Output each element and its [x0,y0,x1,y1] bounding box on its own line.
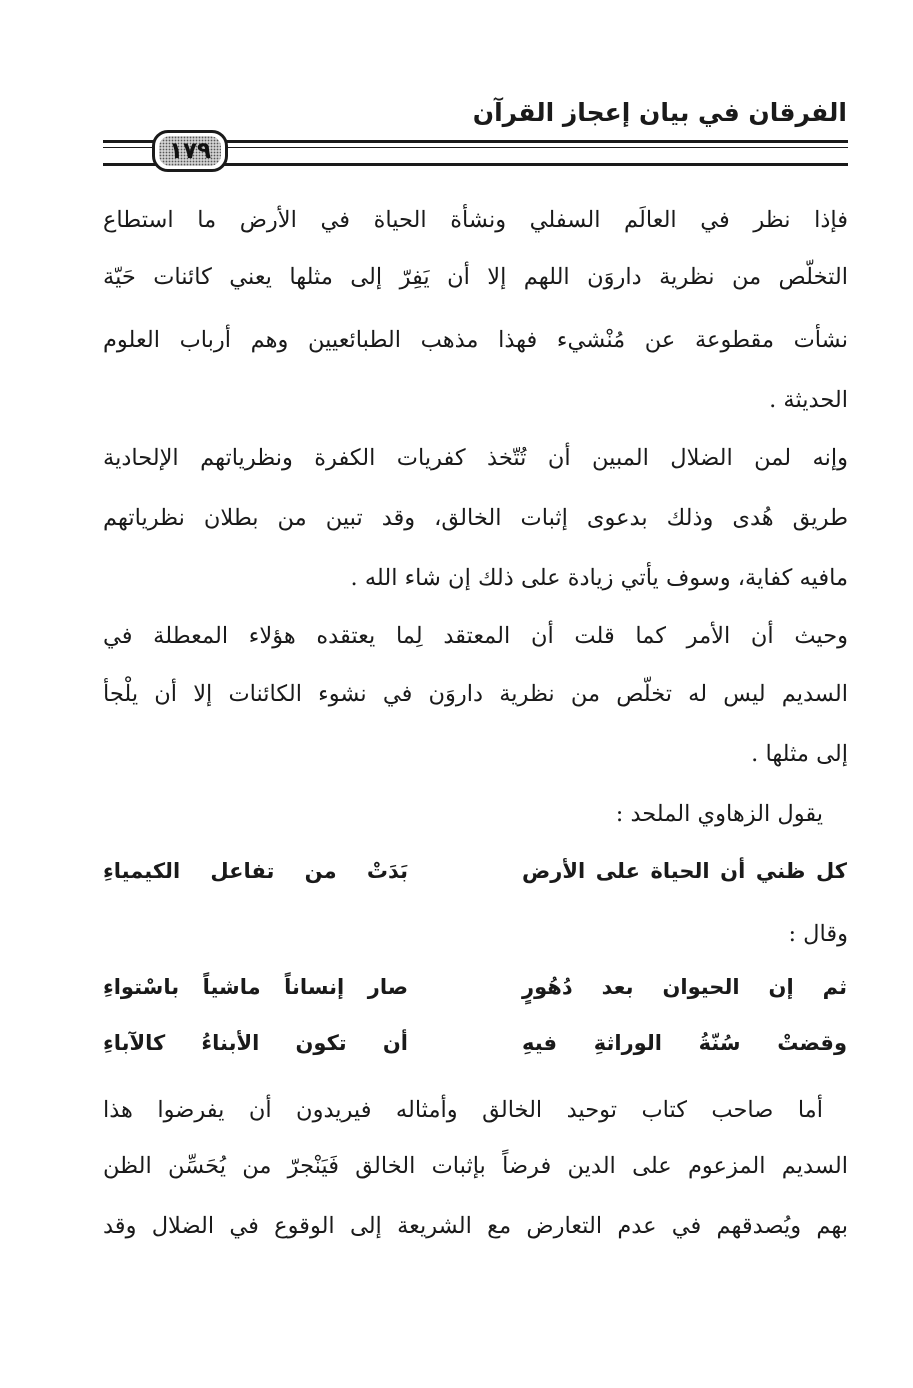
verse-first-half: كل ظني أن الحياة على الأرض [522,859,847,883]
text-line: السديم ليس له تخلّص من نظرية داروَن في نشوء الكائنات إلا أن يلْجأ [103,681,848,707]
text-line: وإنه لمن الضلال المبين أن تُتّخذ كفريات الكفرة ونظرياتهم الإلحادية [103,445,848,471]
text-line: نشأت مقطوعة عن مُنْشيء فهذا مذهب الطبائعيين وهم أرباب العلوم [103,327,848,353]
text-line: الحديثة . [769,387,848,413]
verse-second-half: أن تكون الأبناءُ كالآباءِ [103,1031,408,1055]
text-line: أما صاحب كتاب توحيد الخالق وأمثاله فيريدون أن يفرضوا هذا [103,1097,823,1123]
page-number: ١٧٩ [159,136,221,166]
verse-second-half: صار إنساناً ماشياً باسْتواءِ [103,975,408,999]
text-line: فإذا نظر في العالَم السفلي ونشأة الحياة في الأرض ما استطاع [103,207,848,233]
page-number-badge [152,130,228,172]
text-line: السديم المزعوم على الدين فرضاً بإثبات الخالق فَيَنْجرّ من يُحَسِّن الظن [103,1153,848,1179]
text-line: مافيه كفاية، وسوف يأتي زيادة على ذلك إن شاء الله . [350,565,848,591]
text-line: يقول الزهاوي الملحد : [615,801,823,827]
text-line: إلى مثلها . [751,741,848,767]
text-line: بهم ويُصدقهم في عدم التعارض مع الشريعة إلى الوقوع في الضلال وقد [103,1213,848,1239]
text-line: طريق هُدى وذلك بدعوى إثبات الخالق، وقد تبين من بطلان نظرياتهم [103,505,848,531]
verse-first-half: ثم إن الحيوان بعد دُهُورٍ [522,975,847,999]
text-line: التخلّص من نظرية داروَن اللهم إلا أن يَفِرّ إلى مثلها يعني كائنات حَيّة [103,264,848,290]
verse-first-half: وقضتْ سُنّةُ الوراثةِ فيهِ [522,1031,847,1055]
text-line: وقال : [788,921,848,947]
text-line: وحيث أن الأمر كما قلت أن المعتقد لِما يعتقده هؤلاء المعطلة في [103,623,848,649]
verse-second-half: بَدَتْ من تفاعل الكيمياءِ [103,859,408,883]
book-title: الفرقان في بيان إعجاز القرآن [472,98,847,127]
